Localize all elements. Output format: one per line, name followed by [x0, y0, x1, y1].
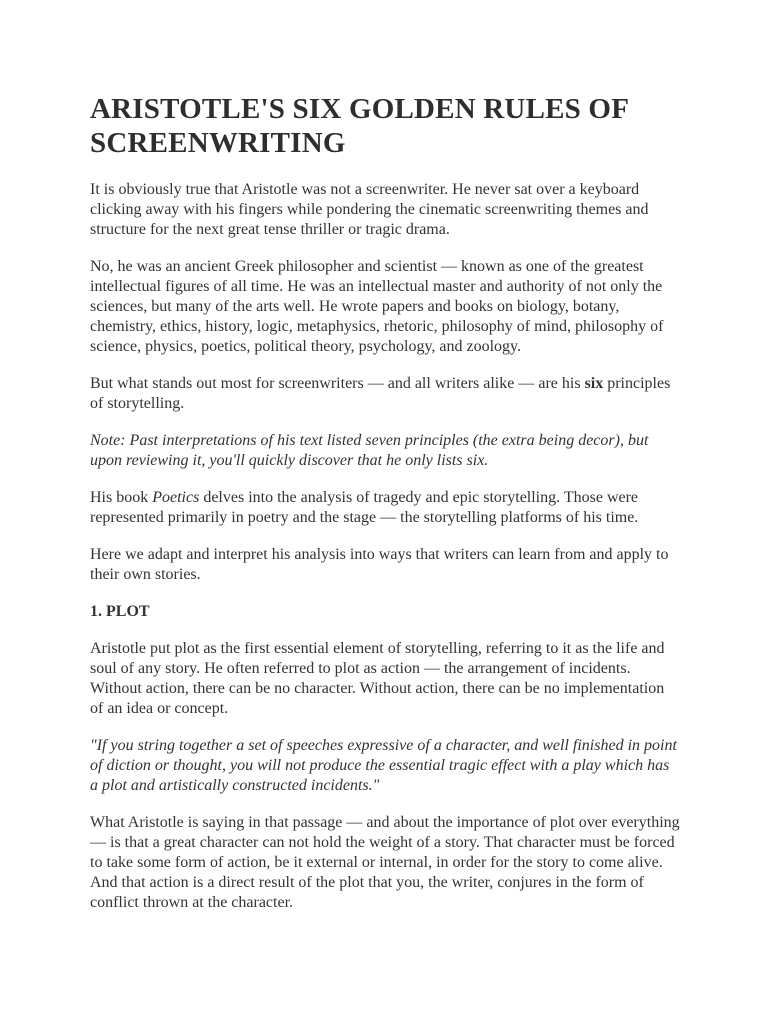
- principles-text-end: principles of storytelling.: [90, 375, 671, 412]
- principles-count: six: [584, 375, 604, 392]
- note-paragraph: Note: Past interpretations of his text listed seven principles (the extra being decor), but upon reviewing it, you'll quickly discover that he only lists six.: [90, 432, 649, 469]
- adaptation-paragraph: Here we adapt and interpret his analysis into ways that writers can learn from and apply to their own stories.: [90, 546, 669, 583]
- poetics-text-start: His book: [90, 489, 153, 506]
- principles-text-start: But what stands out most for screenwriters — and all writers alike — are his: [90, 375, 585, 392]
- intro-paragraph: It is obviously true that Aristotle was not a screenwriter. He never sat over a keyboard clicking away with his fingers while pondering the cinematic screenwriting themes and structure for the next great tense thriller or tragic drama.: [90, 181, 649, 238]
- poetics-text-end: delves into the analysis of tragedy and epic storytelling. Those were represented primarily in poetry and the stage — the storytelling platforms of his time.: [90, 489, 639, 526]
- principles-paragraph: [90, 374, 680, 414]
- poetics-paragraph: [90, 488, 680, 528]
- page-title: ARISTOTLE'S SIX GOLDEN RULES OF SCREENWRITING: [90, 93, 629, 159]
- section-heading-plot: 1. PLOT: [90, 603, 150, 620]
- plot-explanation-paragraph: What Aristotle is saying in that passage — and about the importance of plot over everything — is that a great character can not hold the weight of a story. That character must be forced to take some form of action, be it external or internal, in order for the story to come alive. And that action is a direct result of the plot that you, the writer, conjures in the form of conflict thrown at the character.: [90, 814, 680, 911]
- poetics-book-title: Poetics: [152, 489, 200, 506]
- aristotle-quote: "If you string together a set of speeches expressive of a character, and well finished in point of diction or thought, you will not produce the essential tragic effect with a play which has a plot and artistically constructed incidents.": [90, 737, 677, 794]
- document-page: [90, 92, 680, 930]
- plot-paragraph: Aristotle put plot as the first essential element of storytelling, referring to it as the life and soul of any story. He often referred to plot as action — the arrangement of incidents. Without action, there can be no character. Without action, there can be no implementation of an idea or concept.: [90, 640, 665, 717]
- biography-paragraph: No, he was an ancient Greek philosopher and scientist — known as one of the greatest intellectual figures of all time. He was an intellectual master and authority of not only the sciences, but many of the arts well. He wrote papers and books on biology, botany, chemistry, ethics, history, logic, metaphysics, rhetoric, philosophy of mind, philosophy of science, physics, poetics, political theory, psychology, and zoology.: [90, 258, 664, 355]
